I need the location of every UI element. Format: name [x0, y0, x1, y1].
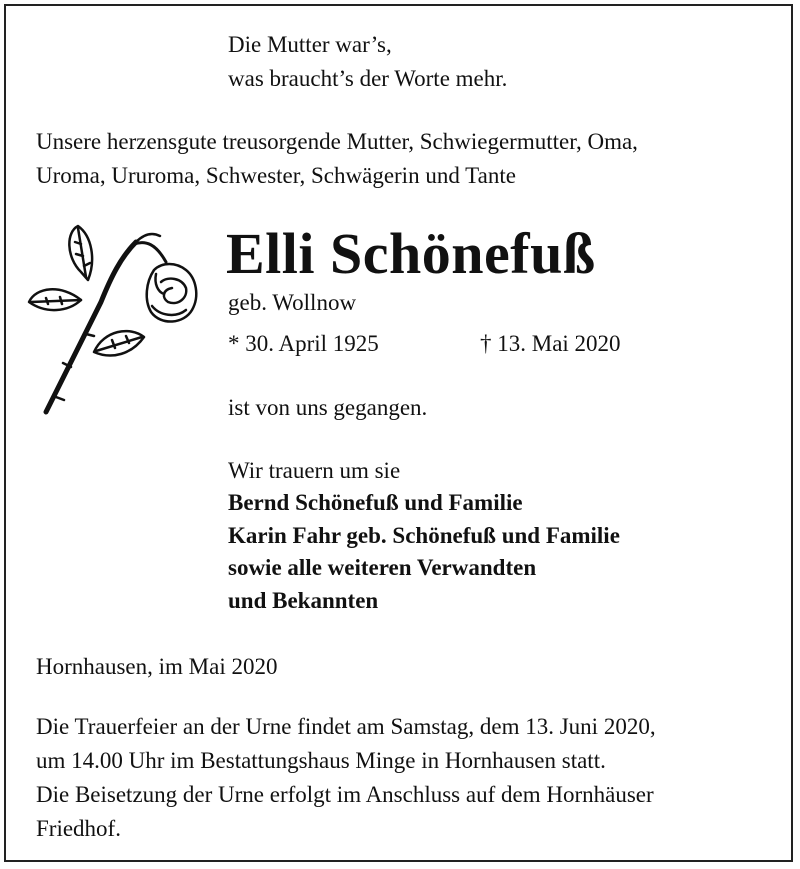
ceremony-line-2: um 14.00 Uhr im Bestattungshaus Minge in Hornhausen statt. [36, 748, 606, 773]
mourner-line-1: Bernd Schönefuß und Familie [228, 490, 523, 515]
intro-line-2: Uroma, Ururoma, Schwester, Schwägerin und Tante [36, 163, 516, 188]
ceremony-line-3: Die Beisetzung der Urne erfolgt im Anschluss auf dem Hornhäuser [36, 782, 654, 807]
place-date: Hornhausen, im Mai 2020 [36, 654, 278, 679]
mourners-intro: Wir trauern um sie [228, 458, 401, 483]
mourner-line-3: sowie alle weiteren Verwandten [228, 555, 537, 580]
birth-date: * 30. April 1925 [228, 331, 379, 356]
verse-line-2: was braucht’s der Worte mehr. [228, 66, 508, 91]
rose-icon [26, 222, 216, 422]
ceremony-line-4: Friedhof. [36, 816, 121, 841]
death-date: † 13. Mai 2020 [480, 331, 621, 356]
maiden-name: geb. Wollnow [228, 290, 357, 315]
deceased-name: Elli Schönefuß [226, 221, 596, 286]
passed-text: ist von uns gegangen. [228, 395, 428, 420]
verse-line-1: Die Mutter war’s, [228, 32, 392, 57]
mourner-line-4: und Bekannten [228, 588, 379, 613]
ceremony-line-1: Die Trauerfeier an der Urne findet am Samstag, dem 13. Juni 2020, [36, 714, 656, 739]
intro-line-1: Unsere herzensgute treusorgende Mutter, Schwiegermutter, Oma, [36, 129, 638, 154]
mourner-line-2: Karin Fahr geb. Schönefuß und Familie [228, 523, 620, 548]
